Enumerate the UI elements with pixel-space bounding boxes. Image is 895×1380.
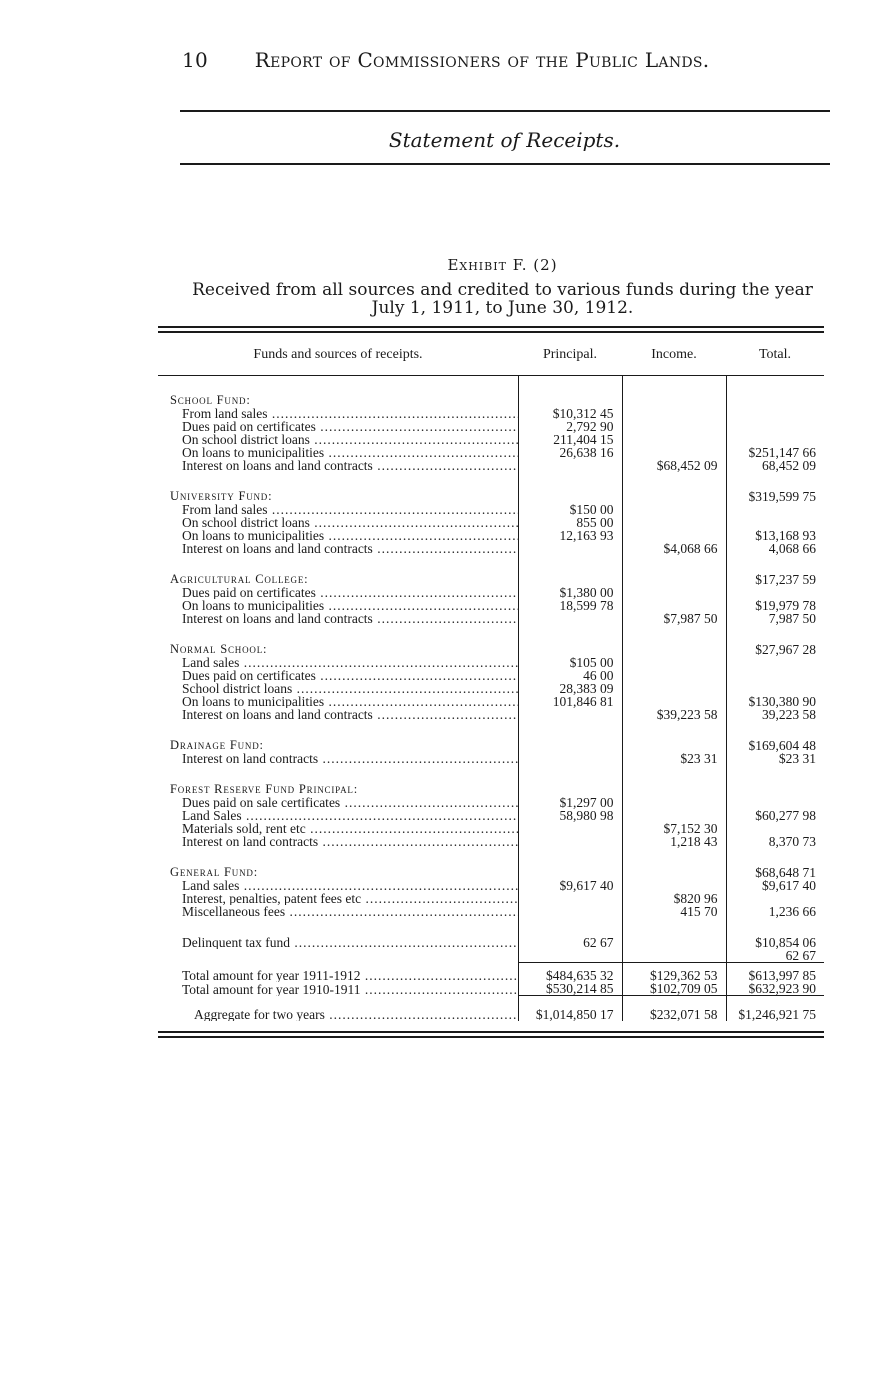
principal-cell — [518, 376, 622, 408]
table-row — [158, 516, 824, 529]
row-label: Materials sold, rent etc ..... — [158, 822, 518, 835]
principal-cell: 58,980 98 — [518, 809, 622, 822]
aggregate-row — [158, 996, 824, 1022]
table-row — [158, 612, 824, 625]
principal-cell — [518, 752, 622, 765]
income-cell — [622, 446, 726, 459]
table-row — [158, 892, 824, 905]
row-label: Total amount for year 1910-1911 ..... — [158, 982, 518, 996]
row-label: Interest on loans and land contracts ..... — [158, 459, 518, 472]
total-cell: $613,997 85 — [726, 963, 824, 983]
section-subtotal: $27,967 28 — [726, 625, 824, 656]
income-cell — [622, 848, 726, 879]
statement-title: Statement of Receipts. — [388, 128, 621, 152]
section-heading-label: Normal School: — [170, 642, 268, 656]
principal-cell — [518, 625, 622, 656]
total-cell: $10,854 06 — [726, 918, 824, 949]
total-cell: 8,370 73 — [726, 835, 824, 848]
total-cell: 7,987 50 — [726, 612, 824, 625]
total-cell — [726, 433, 824, 446]
total-cell — [726, 586, 824, 599]
income-cell: $39,223 58 — [622, 708, 726, 721]
income-cell — [622, 516, 726, 529]
table-row — [158, 656, 824, 669]
table-row — [158, 752, 824, 765]
table-row — [158, 503, 824, 516]
principal-cell: 28,383 09 — [518, 682, 622, 695]
section-subtotal: $169,604 48 — [726, 721, 824, 752]
principal-cell — [518, 708, 622, 721]
table-top-rule — [158, 326, 824, 333]
principal-cell: $105 00 — [518, 656, 622, 669]
exhibit-label: Exhibit F. (2) — [447, 256, 558, 274]
income-cell — [622, 949, 726, 963]
principal-cell — [518, 892, 622, 905]
row-label: Land sales ..... — [158, 879, 518, 892]
total-cell — [726, 682, 824, 695]
section-heading-label: Drainage Fund: — [170, 738, 264, 752]
principal-cell — [518, 905, 622, 918]
total-cell: $9,617 40 — [726, 879, 824, 892]
table-row — [158, 529, 824, 542]
year-total-row — [158, 963, 824, 983]
section-heading-label: General Fund: — [170, 865, 258, 879]
table-row — [158, 407, 824, 420]
row-label: Interest on loans and land contracts ..... — [158, 612, 518, 625]
total-cell — [726, 516, 824, 529]
section-subtotal: $17,237 59 — [726, 555, 824, 586]
section-heading-label: University Fund: — [170, 489, 273, 503]
principal-cell — [518, 949, 622, 963]
income-cell — [622, 695, 726, 708]
principal-cell — [518, 721, 622, 752]
row-label: Interest on loans and land contracts ..... — [158, 542, 518, 555]
total-cell: $23 31 — [726, 752, 824, 765]
exhibit-description — [175, 281, 830, 317]
income-cell — [622, 586, 726, 599]
income-cell — [622, 721, 726, 752]
row-label: Delinquent tax fund ..... — [158, 918, 518, 949]
row-label: On loans to municipalities ..... — [158, 695, 518, 708]
table-row — [158, 879, 824, 892]
section-heading — [158, 721, 824, 752]
header-rule-bottom — [180, 163, 830, 165]
table-row — [158, 542, 824, 555]
income-cell: $232,071 58 — [622, 996, 726, 1022]
section-heading — [158, 625, 824, 656]
income-cell — [622, 472, 726, 503]
row-label: Dues paid on certificates ..... — [158, 420, 518, 433]
running-header — [182, 48, 782, 72]
income-cell: $23 31 — [622, 752, 726, 765]
income-cell: $68,452 09 — [622, 459, 726, 472]
total-cell — [726, 892, 824, 905]
principal-cell — [518, 822, 622, 835]
principal-cell — [518, 472, 622, 503]
section-heading — [158, 376, 824, 408]
col-header-principal: Principal. — [518, 333, 622, 376]
principal-cell: 12,163 93 — [518, 529, 622, 542]
row-label: Interest on land contracts ..... — [158, 835, 518, 848]
total-cell — [726, 407, 824, 420]
principal-cell: $484,635 32 — [518, 963, 622, 983]
total-cell — [726, 656, 824, 669]
row-label — [158, 949, 518, 963]
delinquent-total-row — [158, 949, 824, 963]
total-cell: 68,452 09 — [726, 459, 824, 472]
section-heading — [158, 765, 824, 796]
income-cell — [622, 765, 726, 796]
principal-cell: 101,846 81 — [518, 695, 622, 708]
table-row — [158, 835, 824, 848]
row-label: Land Sales ..... — [158, 809, 518, 822]
row-label: Dues paid on sale certificates ..... — [158, 796, 518, 809]
principal-cell: 26,638 16 — [518, 446, 622, 459]
principal-cell: 62 67 — [518, 918, 622, 949]
total-cell: 1,236 66 — [726, 905, 824, 918]
year-total-row — [158, 982, 824, 996]
principal-cell: $9,617 40 — [518, 879, 622, 892]
row-label: School district loans ..... — [158, 682, 518, 695]
income-cell: $129,362 53 — [622, 963, 726, 983]
income-cell: $102,709 05 — [622, 982, 726, 996]
row-label: From land sales ..... — [158, 407, 518, 420]
row-label: On loans to municipalities ..... — [158, 529, 518, 542]
col-header-funds: Funds and sources of receipts. — [158, 333, 518, 376]
total-cell: 4,068 66 — [726, 542, 824, 555]
table-row — [158, 586, 824, 599]
total-cell: $130,380 90 — [726, 695, 824, 708]
section-heading — [158, 472, 824, 503]
row-label: Aggregate for two years ..... — [158, 996, 518, 1022]
income-cell — [622, 555, 726, 586]
table-body — [158, 376, 824, 1022]
total-cell — [726, 796, 824, 809]
section-heading-label: Agricultural College: — [170, 572, 309, 586]
income-cell — [622, 879, 726, 892]
table-row — [158, 433, 824, 446]
row-label: On school district loans ..... — [158, 516, 518, 529]
income-cell — [622, 503, 726, 516]
row-label: Dues paid on certificates ..... — [158, 669, 518, 682]
table-row — [158, 669, 824, 682]
principal-cell — [518, 459, 622, 472]
table-row — [158, 809, 824, 822]
income-cell: 1,218 43 — [622, 835, 726, 848]
income-cell — [622, 796, 726, 809]
principal-cell — [518, 612, 622, 625]
row-label: On loans to municipalities ..... — [158, 599, 518, 612]
table-row — [158, 822, 824, 835]
principal-cell: $1,014,850 17 — [518, 996, 622, 1022]
principal-cell: 2,792 90 — [518, 420, 622, 433]
description-line-1: Received from all sources and credited to various funds during the year — [192, 280, 813, 300]
row-label: From land sales ..... — [158, 503, 518, 516]
income-cell — [622, 420, 726, 433]
table-row — [158, 446, 824, 459]
principal-cell — [518, 848, 622, 879]
principal-cell: 18,599 78 — [518, 599, 622, 612]
income-cell — [622, 656, 726, 669]
header-rule-top — [180, 110, 830, 112]
table-row — [158, 708, 824, 721]
row-label: Miscellaneous fees ..... — [158, 905, 518, 918]
description-line-2: July 1, 1911, to June 30, 1912. — [371, 298, 634, 318]
income-cell: $4,068 66 — [622, 542, 726, 555]
total-cell: $1,246,921 75 — [726, 996, 824, 1022]
principal-cell — [518, 542, 622, 555]
row-label: Interest on loans and land contracts ..... — [158, 708, 518, 721]
income-cell — [622, 918, 726, 949]
principal-cell: $10,312 45 — [518, 407, 622, 420]
income-cell — [622, 625, 726, 656]
income-cell: 415 70 — [622, 905, 726, 918]
section-heading — [158, 848, 824, 879]
income-cell: $820 96 — [622, 892, 726, 905]
table-row — [158, 796, 824, 809]
receipts-table — [158, 326, 824, 1038]
row-label: Interest on land contracts ..... — [158, 752, 518, 765]
income-cell: $7,152 30 — [622, 822, 726, 835]
total-cell: $60,277 98 — [726, 809, 824, 822]
table-row — [158, 695, 824, 708]
section-subtotal: $68,648 71 — [726, 848, 824, 879]
table-row — [158, 905, 824, 918]
total-cell: $251,147 66 — [726, 446, 824, 459]
row-label: Total amount for year 1911-1912 ..... — [158, 963, 518, 983]
principal-cell: 211,404 15 — [518, 433, 622, 446]
row-label: Land sales ..... — [158, 656, 518, 669]
principal-cell: $530,214 85 — [518, 982, 622, 996]
table-bottom-rule — [158, 1031, 824, 1038]
principal-cell: $1,380 00 — [518, 586, 622, 599]
principal-cell — [518, 555, 622, 586]
table-row — [158, 599, 824, 612]
income-cell — [622, 433, 726, 446]
income-cell — [622, 669, 726, 682]
col-header-income: Income. — [622, 333, 726, 376]
principal-cell — [518, 765, 622, 796]
total-cell — [726, 822, 824, 835]
income-cell — [622, 809, 726, 822]
principal-cell: $1,297 00 — [518, 796, 622, 809]
section-subtotal — [726, 376, 824, 408]
principal-cell — [518, 835, 622, 848]
total-cell: $13,168 93 — [726, 529, 824, 542]
section-heading-label: Forest Reserve Fund Principal: — [170, 782, 358, 796]
delinquent-row — [158, 918, 824, 949]
row-label: On school district loans ..... — [158, 433, 518, 446]
table-row — [158, 459, 824, 472]
row-label: Dues paid on certificates ..... — [158, 586, 518, 599]
total-cell — [726, 420, 824, 433]
running-title: Report of Commissioners of the Public Lands. — [254, 48, 710, 72]
section-subtotal: $319,599 75 — [726, 472, 824, 503]
principal-cell: 46 00 — [518, 669, 622, 682]
income-cell — [622, 376, 726, 408]
income-cell — [622, 529, 726, 542]
total-cell: $19,979 78 — [726, 599, 824, 612]
table-row — [158, 420, 824, 433]
section-heading — [158, 555, 824, 586]
row-label: On loans to municipalities ..... — [158, 446, 518, 459]
income-cell: $7,987 50 — [622, 612, 726, 625]
income-cell — [622, 599, 726, 612]
page-number: 10 — [182, 48, 209, 72]
col-header-total: Total. — [726, 333, 824, 376]
table-row — [158, 682, 824, 695]
section-heading-label: School Fund: — [170, 393, 251, 407]
section-subtotal — [726, 765, 824, 796]
total-cell: $632,923 90 — [726, 982, 824, 996]
income-cell — [622, 407, 726, 420]
principal-cell: $150 00 — [518, 503, 622, 516]
principal-cell: 855 00 — [518, 516, 622, 529]
total-cell — [726, 503, 824, 516]
table-header-row — [158, 333, 824, 376]
income-cell — [622, 682, 726, 695]
total-cell: 39,223 58 — [726, 708, 824, 721]
row-label: Interest, penalties, patent fees etc ..... — [158, 892, 518, 905]
total-cell — [726, 669, 824, 682]
total-cell: 62 67 — [726, 949, 824, 963]
